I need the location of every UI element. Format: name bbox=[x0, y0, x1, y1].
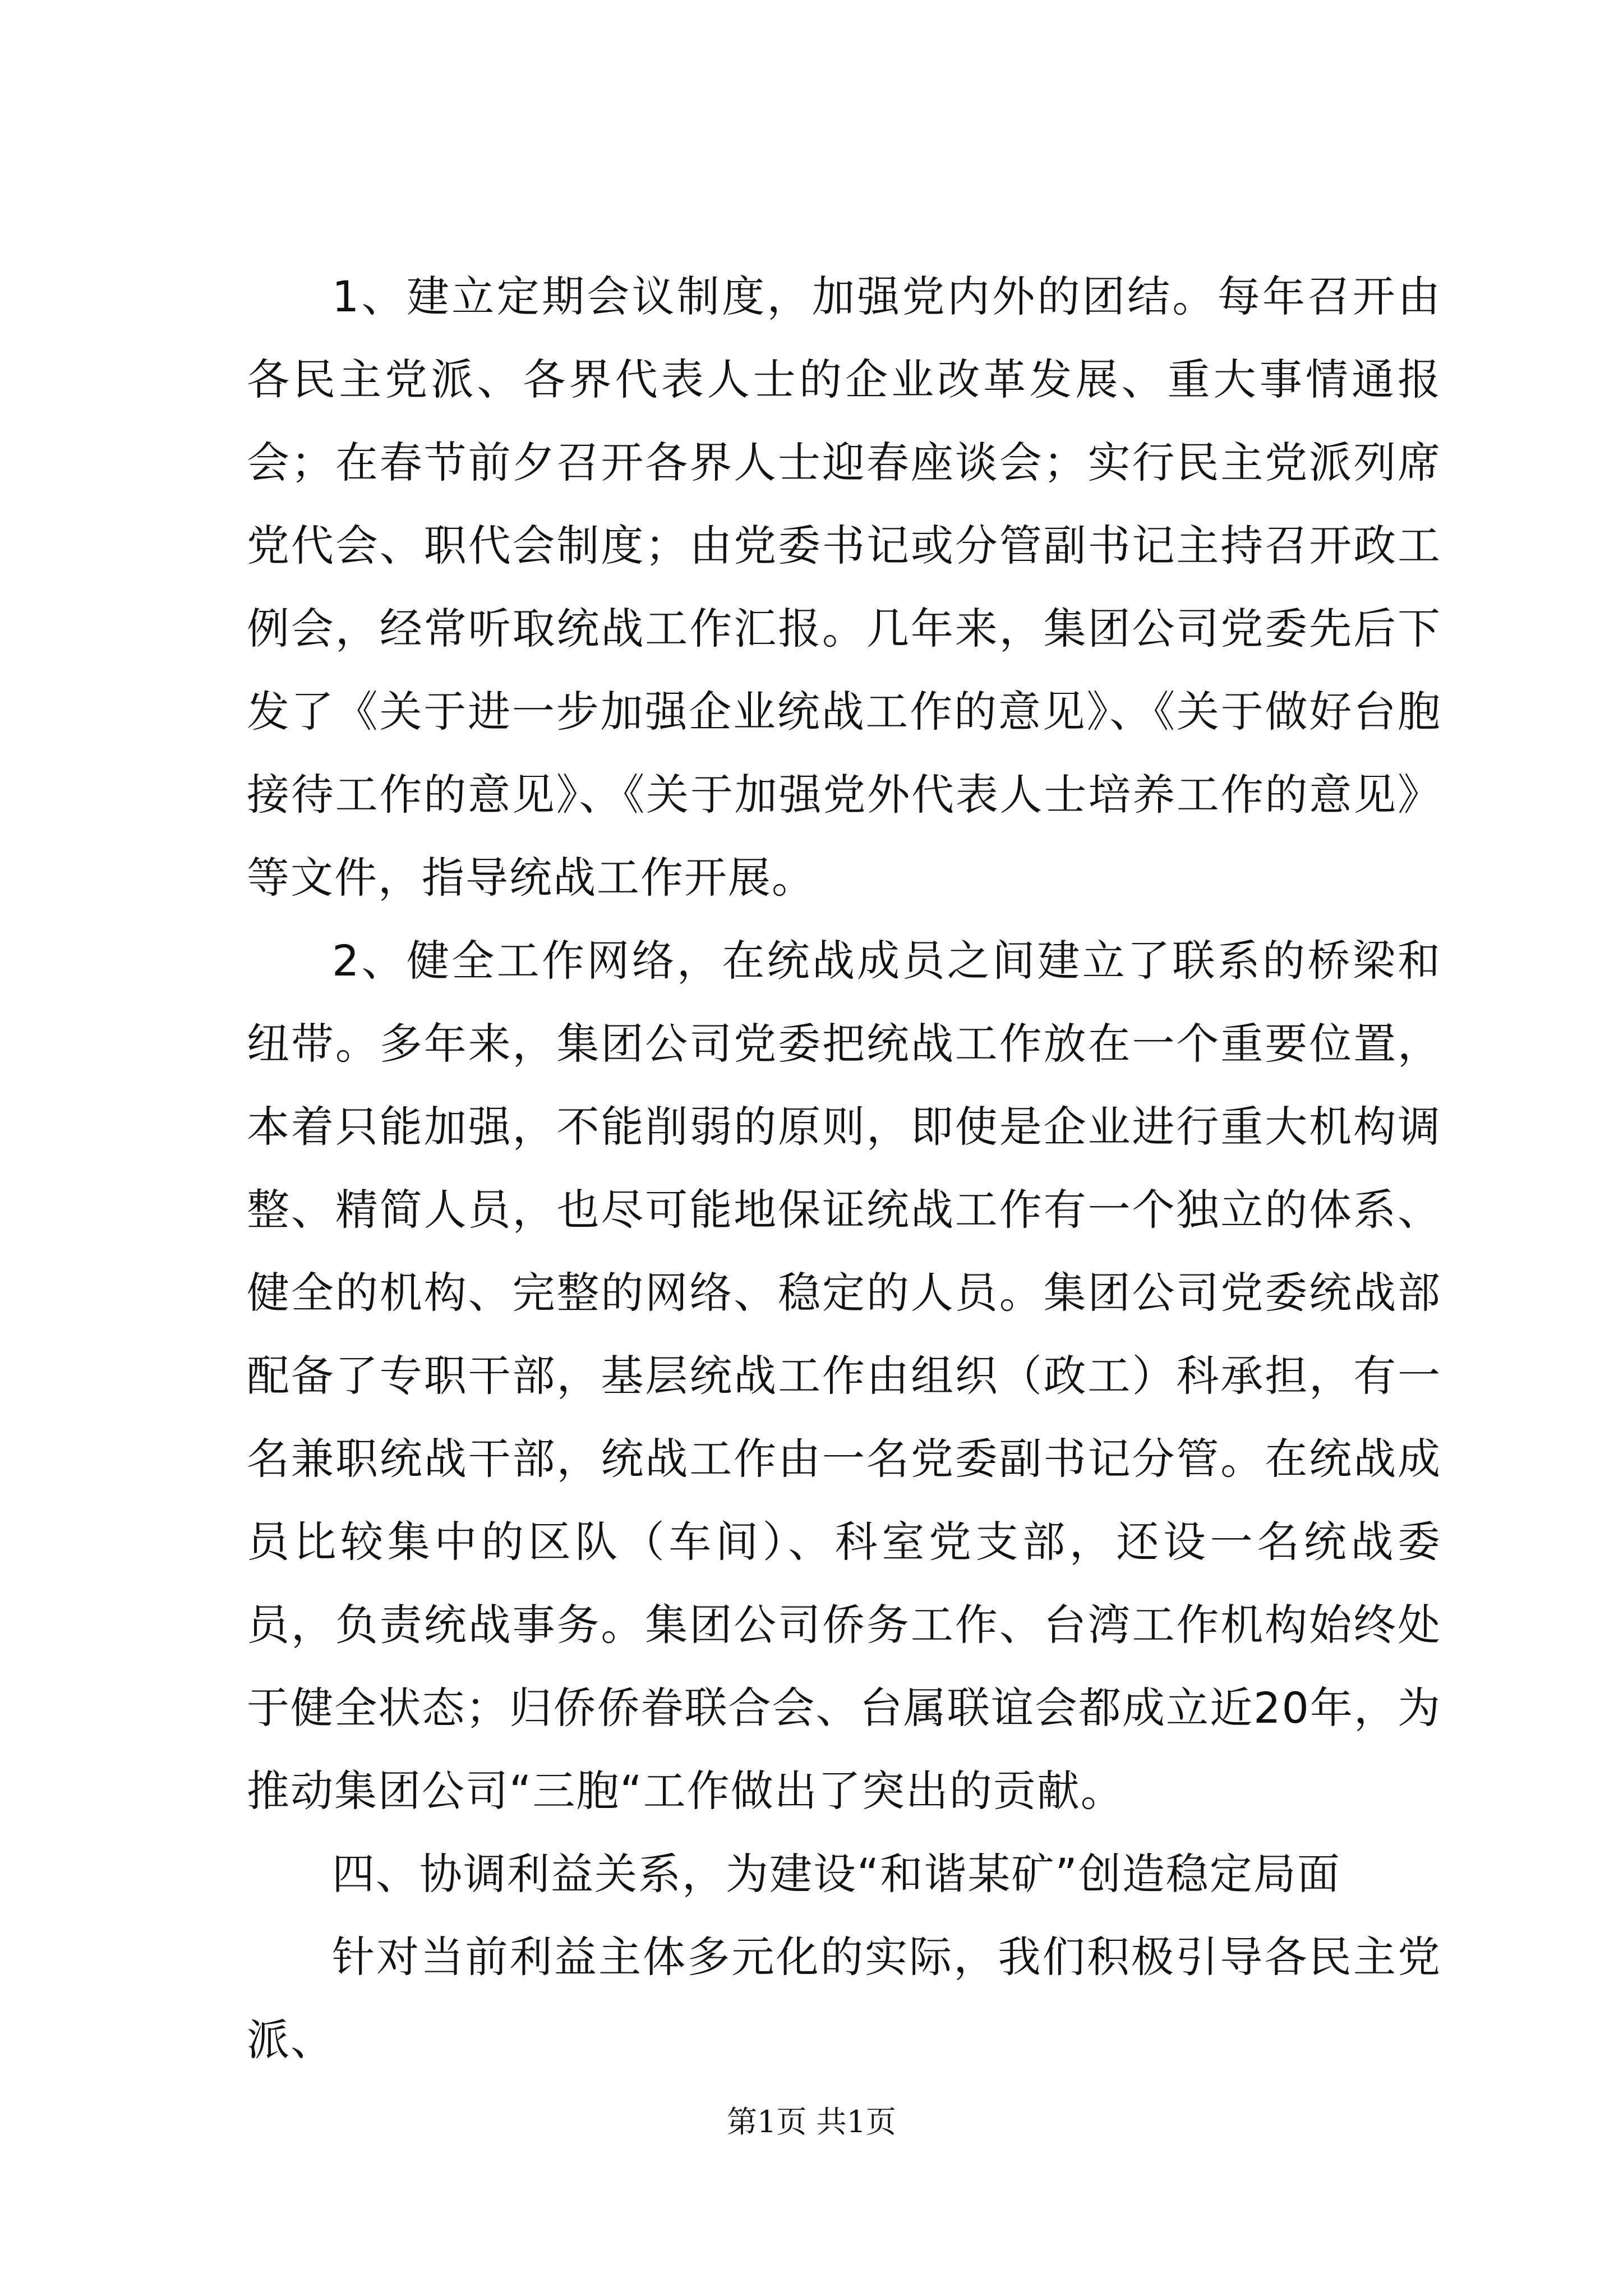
document-body bbox=[247, 255, 1441, 2082]
page-footer: 第1页 共1页 bbox=[727, 2104, 896, 2139]
paragraph-3: 针对当前利益主体多元化的实际，我们积极引导各民主党派、 bbox=[247, 1932, 1441, 2065]
paragraph-1: 1、建立定期会议制度，加强党内外的团结。每年召开由各民主党派、各界代表人士的企业改革发展、重大事情通报会；在春节前夕召开各界人士迎春座谈会；实行民主党派列席党代会、职代会制度；由党委书记或分管副书记主持召开政工例会，经常听取统战工作汇报。几年来，集团公司党委先后下发了《关于进一步加强企业统战工作的意见》、《关于做好台胞接待工作的意见》、《关于加强党外代表人士培养工作的意见》等文件，指导统战工作开展。 bbox=[247, 272, 1441, 903]
section-heading: 四、协调利益关系，为建设“和谐某矿”创造稳定局面 bbox=[332, 1849, 1341, 1899]
paragraph-2: 2、健全工作网络，在统战成员之间建立了联系的桥梁和纽带。多年来，集团公司党委把统战工作放在一个重要位置，本着只能加强，不能削弱的原则，即使是企业进行重大机构调整、精简人员，也尽可能地保证统战工作有一个独立的体系、健全的机构、完整的网络、稳定的人员。集团公司党委统战部配备了专职干部，基层统战工作由组织（政工）科承担，有一名兼职统战干部，统战工作由一名党委副书记分管。在统战成员比较集中的区队（车间）、科室党支部，还设一名统战委员，负责统战事务。集团公司侨务工作、台湾工作机构始终处于健全状态；归侨侨眷联合会、台属联谊会都成立近20年，为推动集团公司“三胞“工作做出了突出的贡献。 bbox=[247, 936, 1441, 1816]
